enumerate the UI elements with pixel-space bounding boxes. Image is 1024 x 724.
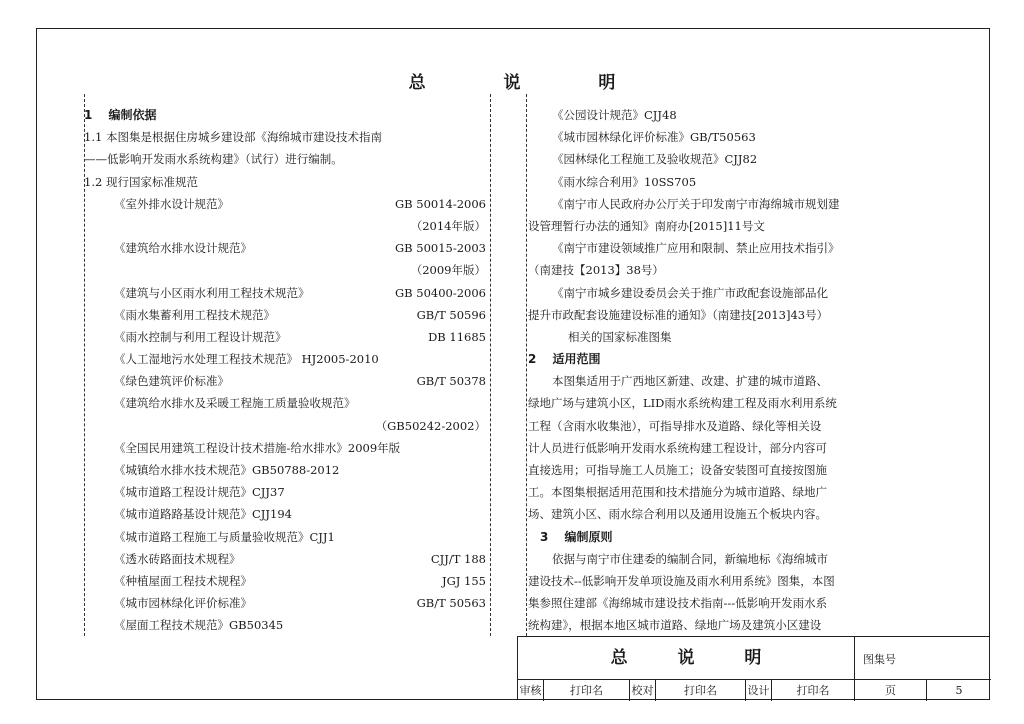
- left-column: [84, 104, 490, 637]
- title-block: [517, 636, 990, 700]
- line-text: 场、建筑小区、雨水综合利用以及通用设施五个板块内容。: [528, 507, 827, 522]
- text-line: [84, 481, 490, 503]
- standard-code: GB/T 50563: [416, 596, 486, 611]
- line-text: 《全国民用建筑工程设计技术措施-给水排水》2009年版: [114, 440, 401, 455]
- review-label: 审核: [518, 680, 544, 701]
- text-line: [84, 148, 490, 170]
- line-text: 《人工湿地污水处理工程技术规范》 HJ2005-2010: [114, 352, 379, 367]
- line-text: 直接选用；可指导施工人员施工；设备安装图可直接按图施: [528, 463, 827, 477]
- text-line: [528, 126, 940, 148]
- line-text: 《雨水集蓄利用工程技术规范》: [114, 307, 275, 322]
- text-line: [84, 392, 490, 414]
- text-line: [528, 503, 940, 525]
- line-text: 《绿色建筑评价标准》: [114, 374, 229, 389]
- standard-code: JGJ 155: [441, 573, 486, 588]
- text-line: [528, 304, 940, 326]
- text-line: [528, 459, 940, 481]
- middle-dashed-rule-right: [526, 94, 527, 636]
- text-line: [84, 282, 490, 304]
- line-text: 《南宁市人民政府办公厅关于印发南宁市海绵城市规划建: [552, 196, 840, 211]
- line-text: 工。本图集根据适用范围和技术措施分为城市道路、绿地广: [528, 485, 827, 500]
- text-line: [528, 237, 940, 259]
- text-line: [528, 548, 940, 570]
- title-block-title: 总 说 明: [518, 637, 855, 679]
- text-line: [84, 459, 490, 481]
- line-text: （南建技【2013】38号）: [528, 263, 664, 278]
- page-title: 总 说 明: [408, 73, 652, 93]
- line-text: 《南宁市城乡建设委员会关于推广市政配套设施部品化: [552, 285, 828, 300]
- line-text: 建设技术--低影响开发单项设施及雨水利用系统》图集，本图: [528, 573, 835, 588]
- right-column: [528, 104, 940, 637]
- line-text: 《屋面工程技术规范》GB50345: [114, 618, 284, 633]
- line-text: 1.1 本图集是根据住房城乡建设部《海绵城市建设技术指南: [84, 130, 382, 145]
- standard-code: GB 50014-2006: [394, 196, 486, 211]
- line-text: 1.2 现行国家标准规范: [84, 174, 198, 189]
- check-label: 校对: [630, 680, 656, 701]
- text-line: [84, 548, 490, 570]
- standard-code: （GB50242-2002）: [375, 418, 486, 433]
- check-name: 打印名: [656, 680, 746, 701]
- line-text: 《南宁市建设领域推广应用和限制、禁止应用技术指引》: [552, 241, 840, 256]
- text-line: [528, 415, 940, 437]
- text-line: [84, 237, 490, 259]
- line-text: 《园林绿化工程施工及验收规范》CJJ82: [552, 152, 758, 167]
- line-text: 《城市道路路基设计规范》CJJ194: [114, 507, 292, 522]
- line-text: 《雨水综合利用》10SS705: [552, 174, 697, 189]
- line-text: 《城市园林绿化评价标准》GB/T50563: [552, 130, 756, 145]
- review-name: 打印名: [544, 680, 630, 701]
- section-heading: [528, 348, 940, 370]
- line-text: 相关的国家标准图集: [568, 329, 672, 344]
- line-text: ——低影响开发雨水系统构建》（试行）进行编制。: [84, 152, 343, 167]
- line-text: 2 适用范围: [528, 352, 601, 367]
- atlas-number-label: 图集号: [863, 653, 896, 666]
- line-text: 《建筑给水排水及采暖工程施工质量验收规范》: [114, 396, 356, 411]
- design-label: 设计: [746, 680, 772, 701]
- line-text: 《城市园林绿化评价标准》: [114, 596, 252, 611]
- standard-code: GB 50015-2003: [394, 241, 486, 256]
- text-line: [84, 437, 490, 459]
- text-line: [528, 392, 940, 414]
- text-line: [528, 437, 940, 459]
- line-text: 《建筑与小区雨水利用工程技术规范》: [114, 285, 310, 300]
- text-line: [528, 614, 940, 636]
- line-text: 依据与南宁市住建委的编制合同，新编地标《海绵城市: [552, 551, 828, 566]
- middle-dashed-rule-left: [490, 94, 491, 636]
- text-line: [528, 570, 940, 592]
- line-text: 设管理暂行办法的通知》南府办[2015]11号文: [528, 218, 765, 233]
- text-line: [84, 526, 490, 548]
- text-line: [528, 259, 940, 281]
- text-line: [84, 570, 490, 592]
- standard-code: GB/T 50378: [416, 374, 486, 389]
- text-line: [84, 304, 490, 326]
- standard-code: DB 11685: [428, 329, 486, 344]
- line-text: 本图集适用于广西地区新建、改建、扩建的城市道路、: [552, 374, 828, 389]
- section-heading: [84, 104, 490, 126]
- line-text: 《城市道路工程施工与质量验收规范》CJJ1: [114, 529, 335, 544]
- line-text: 《种植屋面工程技术规程》: [114, 573, 252, 588]
- line-text: 提升市政配套设施建设标准的通知》（南建技[2013]43号）: [528, 307, 829, 322]
- line-text: 绿地广场与建筑小区，LID雨水系统构建工程及雨水利用系统: [528, 396, 837, 411]
- line-text: 1 编制依据: [84, 108, 157, 122]
- signature-row: [518, 679, 991, 701]
- text-line: [528, 592, 940, 614]
- text-line: [84, 171, 490, 193]
- text-line: [528, 148, 940, 170]
- line-text: 《雨水控制与利用工程设计规范》: [114, 329, 287, 344]
- line-text: 《公园设计规范》CJJ48: [552, 108, 677, 122]
- text-line: [528, 326, 940, 348]
- design-name: 打印名: [772, 680, 855, 701]
- standard-code: （2014年版）: [410, 218, 486, 233]
- standard-code: GB/T 50596: [416, 307, 486, 322]
- text-line: [528, 282, 940, 304]
- line-text: 《城市道路工程设计规范》CJJ37: [114, 485, 285, 500]
- line-text: 集参照住建部《海绵城市建设技术指南---低影响开发雨水系: [528, 596, 828, 611]
- text-line: [84, 415, 490, 437]
- text-line: [528, 370, 940, 392]
- text-line: [84, 348, 490, 370]
- line-text: 3 编制原则: [540, 529, 613, 544]
- text-line: [528, 171, 940, 193]
- line-text: 《室外排水设计规范》: [114, 196, 229, 211]
- text-line: [84, 370, 490, 392]
- text-line: [84, 126, 490, 148]
- line-text: 《建筑给水排水设计规范》: [114, 241, 252, 256]
- page-number: 5: [955, 684, 963, 697]
- text-line: [528, 104, 940, 126]
- page-label: 页: [855, 680, 927, 701]
- text-line: [84, 259, 490, 281]
- line-text: 计人员进行低影响开发雨水系统构建工程设计，部分内容可: [528, 440, 827, 455]
- text-line: [84, 614, 490, 636]
- standard-code: GB 50400-2006: [394, 285, 486, 300]
- line-text: 《城镇给水排水技术规范》GB50788-2012: [114, 463, 340, 477]
- line-text: 工程（含雨水收集池），可指导排水及道路、绿化等相关设: [528, 418, 822, 433]
- text-line: [84, 326, 490, 348]
- text-line: [528, 193, 940, 215]
- standard-code: （2009年版）: [410, 263, 486, 278]
- text-line: [84, 592, 490, 614]
- text-line: [84, 503, 490, 525]
- standard-code: CJJ/T 188: [430, 551, 486, 566]
- line-text: 统构建》，根据本地区城市道路、绿地广场及建筑小区建设: [528, 618, 822, 633]
- text-line: [84, 193, 490, 215]
- text-line: [84, 215, 490, 237]
- text-line: [528, 481, 940, 503]
- line-text: 《透水砖路面技术规程》: [114, 551, 241, 566]
- section-heading: [528, 526, 940, 548]
- text-line: [528, 215, 940, 237]
